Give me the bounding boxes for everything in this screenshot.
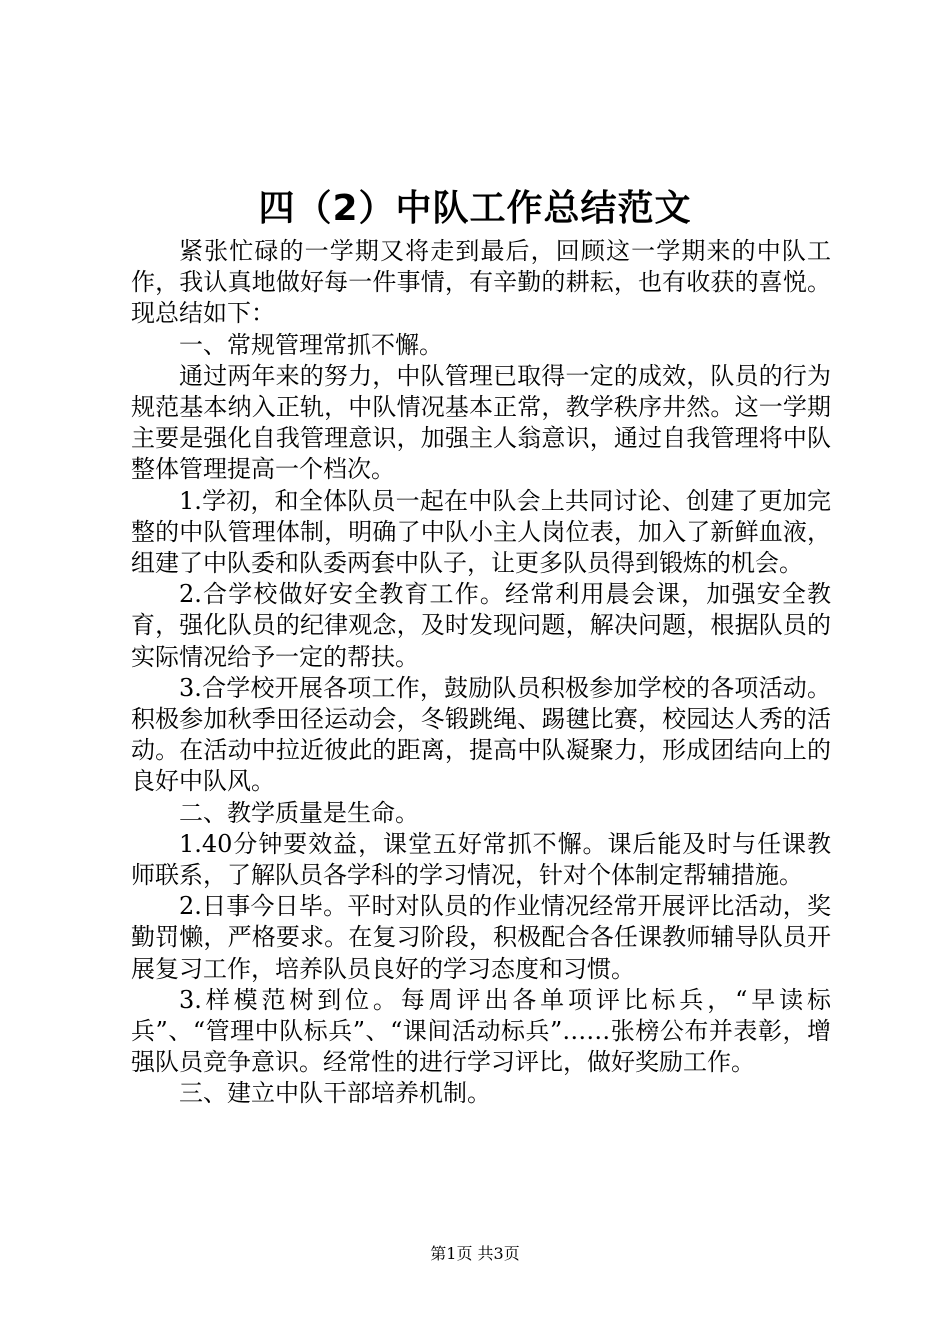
document-body [131,236,831,1110]
paragraph-intro: 紧张忙碌的一学期又将走到最后，回顾这一学期来的中队工作，我认真地做好每一件事情，有辛勤的耕耘，也有收获的喜悦。现总结如下： [131,237,831,328]
list-item: 2.合学校做好安全教育工作。经常利用晨会课，加强安全教育，强化队员的纪律观念，及时发现问题，解决问题，根据队员的实际情况给予一定的帮扶。 [131,580,831,671]
list-item: 3.样模范树到位。每周评出各单项评比标兵，“早读标兵”、“管理中队标兵”、“课间活动标兵”……张榜公布并表彰，增强队员竞争意识。经常性的进行学习评比，做好奖励工作。 [131,985,831,1077]
list-item: 2.日事今日毕。平时对队员的作业情况经常开展评比活动，奖勤罚懒，严格要求。在复习阶段，积极配合各任课教师辅导队员开展复习工作，培养队员良好的学习态度和习惯。 [131,892,831,983]
list-item: 3.合学校开展各项工作，鼓励队员积极参加学校的各项活动。积极参加秋季田径运动会，冬锻跳绳、踢毽比赛，校园达人秀的活动。在活动中拉近彼此的距离，提高中队凝聚力，形成团结向上的良好中队风。 [131,673,831,796]
paragraph: 通过两年来的努力，中队管理已取得一定的成效，队员的行为规范基本纳入正轨，中队情况基本正常，教学秩序井然。这一学期主要是强化自我管理意识，加强主人翁意识，通过自我管理将中队整体管理提高一个档次。 [131,361,831,484]
section-heading-1: 一、常规管理常抓不懈。 [179,330,443,359]
list-item: 1.学初，和全体队员一起在中队会上共同讨论、创建了更加完整的中队管理体制，明确了中队小主人岗位表，加入了新鲜血液，组建了中队委和队委两套中队子，让更多队员得到锻炼的机会。 [131,486,831,578]
list-item: 1.40分钟要效益，课堂五好常抓不懈。课后能及时与任课教师联系，了解队员各学科的学习情况，针对个体制定帮辅措施。 [131,829,831,890]
section-heading-3: 三、建立中队干部培养机制。 [179,1079,491,1108]
section-heading-2: 二、教学质量是生命。 [179,798,419,827]
page-footer: 第1页 共3页 [430,1244,520,1263]
document-title: 四（2）中队工作总结范文 [258,188,692,229]
